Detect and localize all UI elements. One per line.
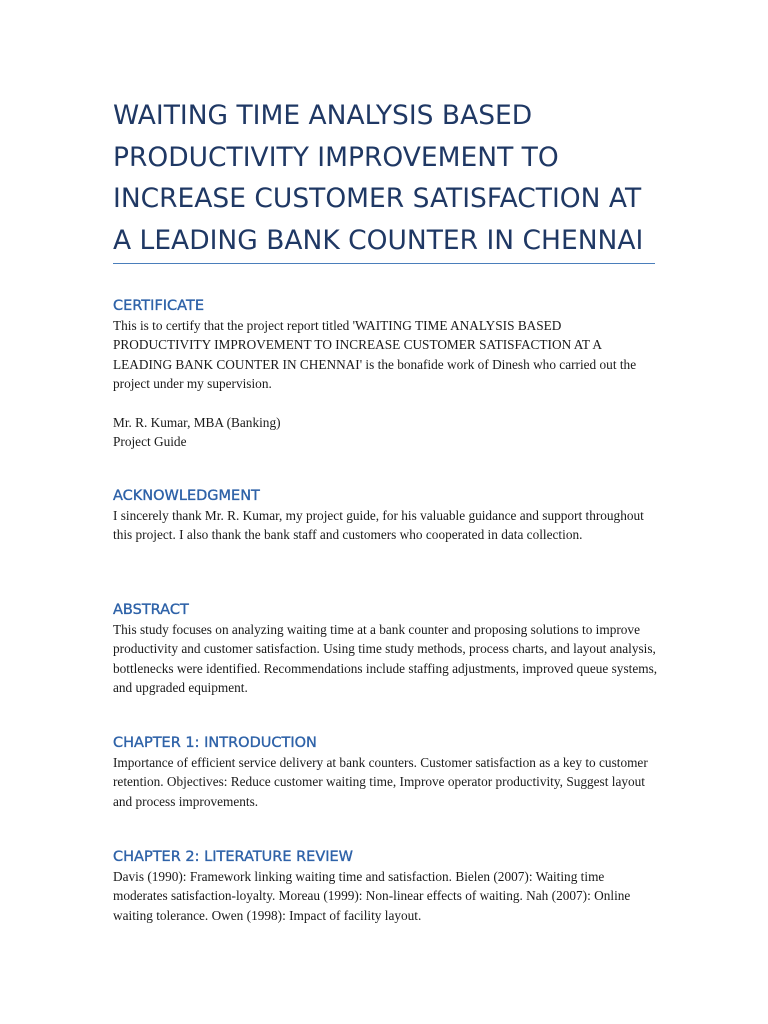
acknowledgment-body: I sincerely thank Mr. R. Kumar, my project guide, for his valuable guidance and support throughout this project. I also thank the bank staff and customers who cooperated in data collection. <box>113 508 644 543</box>
chapter2-heading: CHAPTER 2: LITERATURE REVIEW <box>113 849 354 865</box>
certificate-section <box>113 296 658 451</box>
acknowledgment-heading: ACKNOWLEDGMENT <box>113 488 260 504</box>
guide-role: Project Guide <box>113 434 187 450</box>
chapter2-body: Davis (1990): Framework linking waiting time and satisfaction. Bielen (2007): Waiting time moderates satisfaction-loyalty. Moreau (1999): Non-linear effects of waiting. Nah (2007): Online waiting tolerance. Owen (1998): Impact of facility layout. <box>113 869 631 923</box>
acknowledgment-section <box>113 486 658 545</box>
abstract-heading: ABSTRACT <box>113 602 189 618</box>
certificate-body: This is to certify that the project report titled 'WAITING TIME ANALYSIS BASED PRODUCTIVITY IMPROVEMENT TO INCREASE CUSTOMER SATISFACTION AT A LEADING BANK COUNTER IN CHENNAI' is the bonafide work of Dinesh who carried out the project under my supervision. <box>113 318 637 392</box>
title-divider <box>113 263 655 264</box>
document-title: WAITING TIME ANALYSIS BASED PRODUCTIVITY IMPROVEMENT TO INCREASE CUSTOMER SATISFACTION AT A LEADING BANK COUNTER IN CHENNAI <box>113 100 644 256</box>
certificate-heading: CERTIFICATE <box>113 298 204 314</box>
chapter2-section <box>113 847 658 925</box>
chapter1-body: Importance of efficient service delivery at bank counters. Customer satisfaction as a key to customer retention. Objectives: Reduce customer waiting time, Improve operator productivity, Suggest layout and process improvements. <box>113 755 648 809</box>
chapter1-section <box>113 733 658 811</box>
abstract-section <box>113 600 658 698</box>
guide-name: Mr. R. Kumar, MBA (Banking) <box>113 414 281 430</box>
chapter1-heading: CHAPTER 1: INTRODUCTION <box>113 735 317 751</box>
abstract-body: This study focuses on analyzing waiting time at a bank counter and proposing solutions to improve productivity and customer satisfaction. Using time study methods, process charts, and layout analysis, bottlenecks were identified. Recommendations include staffing adjustments, improved queue systems, and upgraded equipment. <box>113 622 658 696</box>
